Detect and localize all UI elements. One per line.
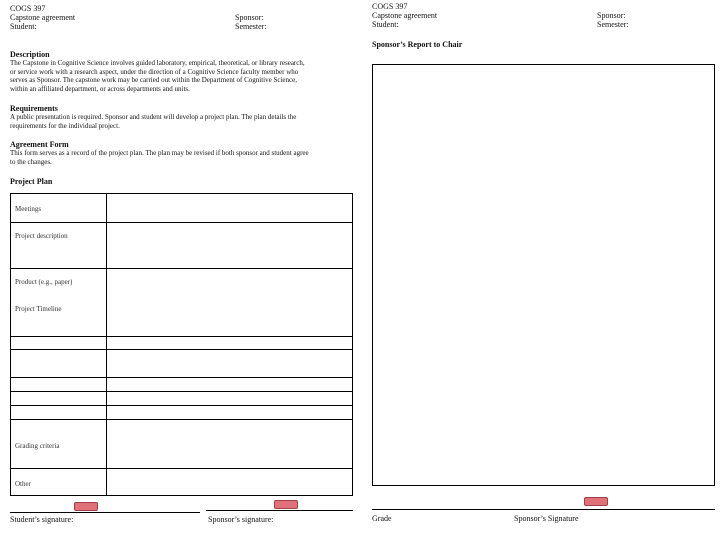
course-code: COGS 397: [372, 2, 408, 11]
signature-tag-icon[interactable]: [274, 500, 298, 509]
agreement-heading: Agreement Form: [10, 140, 69, 149]
grade-label: Grade: [372, 514, 392, 523]
requirements-line: A public presentation is required. Sponsor and student will develop a project plan. The plan details the: [10, 113, 297, 121]
form-title: Capstone agreement: [10, 13, 76, 22]
row-divider: [11, 391, 352, 392]
student-label: Student:: [10, 22, 37, 31]
row-divider: [11, 377, 352, 378]
form-title: Capstone agreement: [372, 11, 438, 20]
student-label: Student:: [372, 20, 399, 29]
grading-criteria-field[interactable]: [107, 420, 352, 468]
requirements-heading: Requirements: [10, 104, 58, 113]
description-line: or service work with a research aspect, under the direction of a Cognitive Science faculty member who: [10, 67, 299, 76]
row-divider: [11, 349, 352, 350]
student-signature-line[interactable]: [10, 512, 200, 513]
project-description-label: Project description: [15, 232, 68, 240]
sponsor-signature-label: Sponsor’s signature:: [208, 515, 274, 524]
agreement-line: This form serves as a record of the project plan. The plan may be revised if both sponsor and student agree: [10, 149, 309, 157]
row-divider: [11, 336, 352, 337]
student-signature-label: Student’s signature:: [10, 515, 74, 524]
sponsor-label: Sponsor:: [597, 11, 626, 20]
description-line: within an affiliated department, or across departments and units.: [10, 84, 190, 93]
other-field[interactable]: [107, 469, 352, 496]
report-page: [362, 0, 720, 540]
project-plan-heading: Project Plan: [10, 177, 53, 186]
sponsor-signature-line[interactable]: [206, 510, 353, 511]
project-plan-table: [10, 193, 353, 496]
sponsor-report-box[interactable]: [372, 64, 715, 486]
project-timeline-label: Project Timeline: [15, 305, 62, 313]
report-heading: Sponsor’s Report to Chair: [372, 40, 463, 49]
product-timeline-field[interactable]: [107, 269, 352, 336]
sponsor-signature-label: Sponsor’s Signature: [514, 514, 579, 523]
requirements-line: requirements for the individual project.: [10, 121, 120, 130]
other-label: Other: [15, 480, 31, 488]
row-divider: [11, 405, 352, 406]
grading-criteria-label: Grading criteria: [15, 442, 60, 450]
project-description-field[interactable]: [107, 223, 352, 268]
signature-tag-icon[interactable]: [584, 497, 608, 506]
grade-signature-line[interactable]: [372, 509, 715, 510]
description-line: The Capstone in Cognitive Science involves guided laboratory, empirical, theoretical, or library research,: [10, 59, 305, 67]
sponsor-label: Sponsor:: [235, 13, 264, 22]
course-code: COGS 397: [10, 4, 46, 13]
meetings-field[interactable]: [107, 194, 352, 222]
semester-label: Semester:: [597, 20, 629, 29]
semester-label: Semester:: [235, 22, 267, 31]
product-label: Product (e.g., paper): [15, 278, 73, 286]
description-heading: Description: [10, 50, 50, 59]
description-line: serves as Sponsor. The capstone work may be carried out within the Department of Cognitive Science,: [10, 76, 297, 84]
signature-tag-icon[interactable]: [74, 502, 98, 511]
agreement-line: to the changes.: [10, 157, 52, 166]
meetings-label: Meetings: [15, 205, 42, 213]
